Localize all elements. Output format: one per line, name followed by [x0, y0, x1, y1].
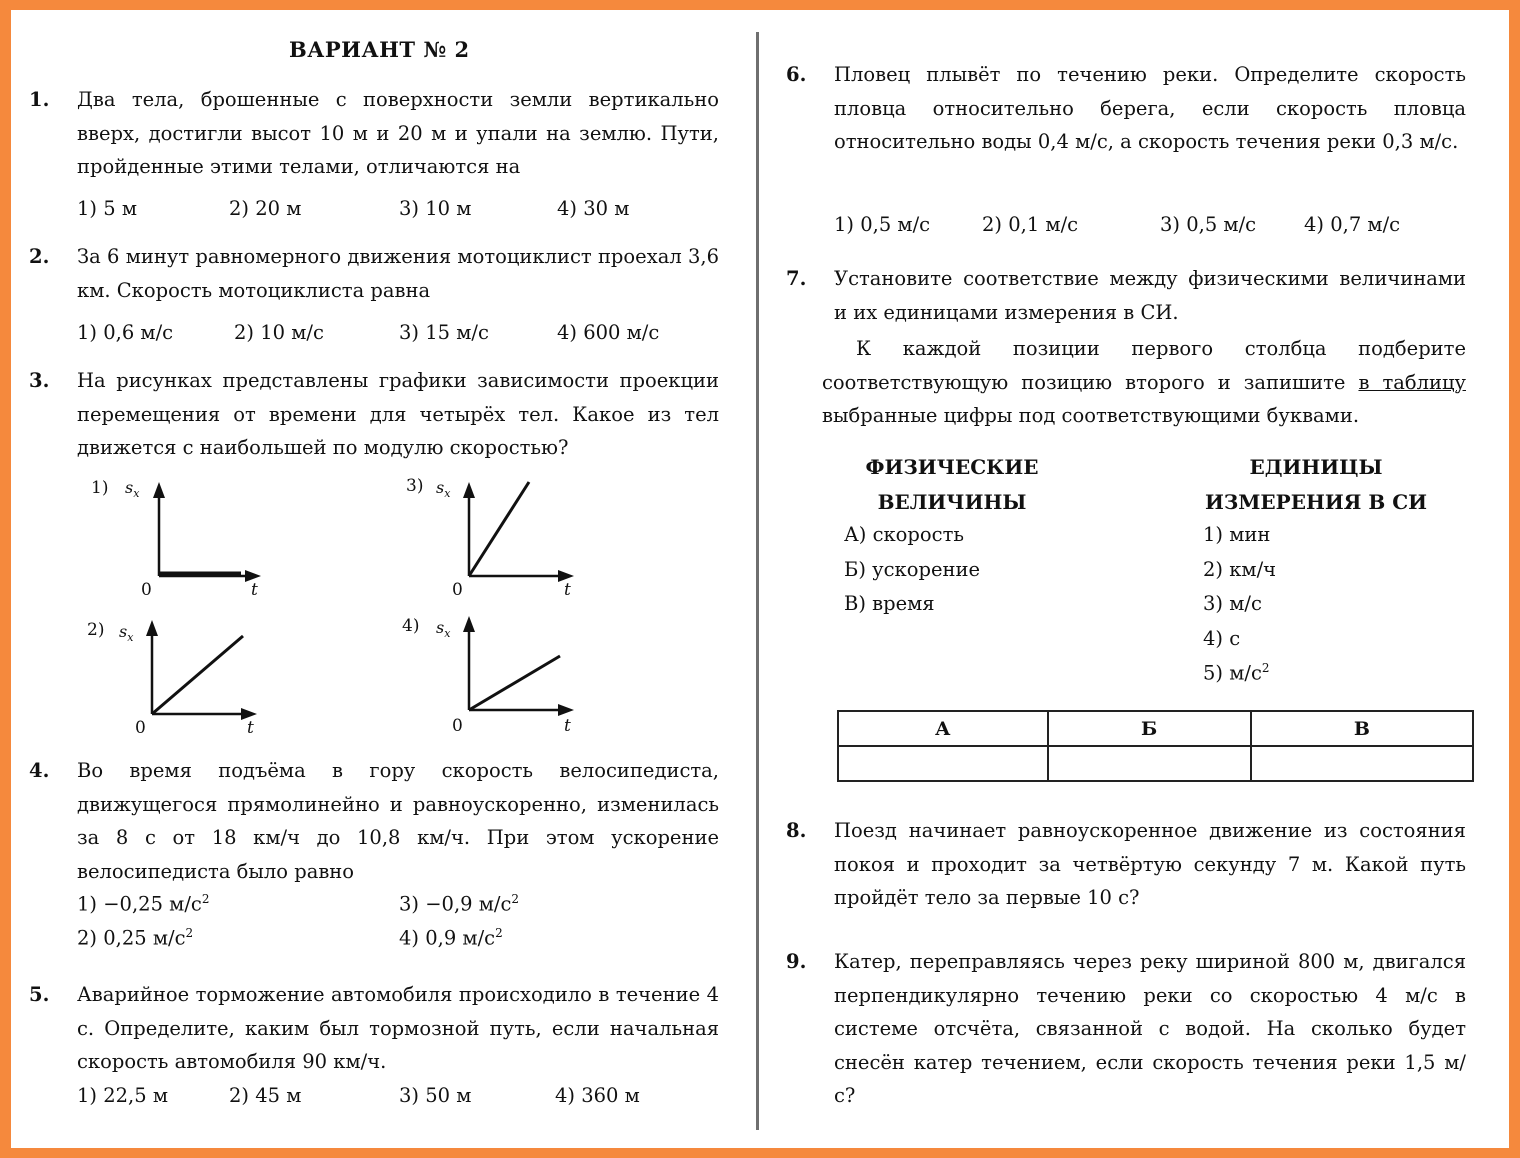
answer-option: 4) 0,9 $м/с^2$: [399, 926, 503, 950]
answer-option: 2) 0,25 $м/с^2$: [77, 926, 194, 950]
answer-option: 2) 0,1 м/с: [982, 213, 1079, 236]
question-number: 8.: [786, 819, 807, 842]
origin-label: 0: [452, 580, 463, 600]
axis-x-label: t: [247, 718, 254, 738]
answer-option: 1) 5 м: [77, 197, 137, 220]
answer-option: 3) 0,5 м/с: [1160, 213, 1257, 236]
graph-2-plot: [75, 614, 235, 744]
question-number: 9.: [786, 950, 807, 973]
answer-option: 1) −0,25 $м/с^2$: [77, 892, 210, 916]
origin-label: 0: [135, 718, 146, 738]
answer-cell-a[interactable]: [838, 746, 1048, 781]
graph-label: 2): [87, 620, 105, 640]
graph-4-plot: [394, 610, 554, 740]
question-number: 5.: [29, 983, 50, 1006]
question-number: 7.: [786, 267, 807, 290]
graph-4: [394, 610, 571, 740]
answer-option: 2) 10 м/с: [234, 321, 324, 344]
question-text: Установите соответствие между физическими величинами и их единицами измерения в СИ.: [834, 267, 1466, 324]
axis-y-label: $s_x$: [436, 478, 451, 501]
graph-1-plot: [79, 476, 239, 606]
worksheet-page: [11, 10, 1509, 1148]
axis-x-label: t: [564, 716, 571, 736]
question-text: Пловец плывёт по течению реки. Определите скорость пловца относительно берега, если скорость пловца относительно воды 0,4 м/с, а скорость течения реки 0,3 м/с.: [834, 63, 1466, 153]
right-column-heading: ЕДИНИЦЫ ИЗМЕРЕНИЯ В СИ: [1204, 455, 1428, 514]
answer-option: 4) 0,7 м/с: [1304, 213, 1401, 236]
question-text: За 6 минут равномерного движения мотоциклист проехал 3,6 км. Скорость мотоциклиста равна: [77, 245, 719, 302]
graph-3-plot: [394, 476, 554, 606]
axis-y-label: $s_x$: [119, 622, 134, 645]
match-right-item: 2) км/ч: [1203, 558, 1277, 581]
table-reference: в таблицу: [1358, 370, 1466, 394]
question-text: Поезд начинает равноускоренное движение из состояния покоя и проходит за четвёртую секунду 7 м. Какой путь пройдёт тело за первые 10 с?: [834, 819, 1466, 909]
origin-label: 0: [452, 716, 463, 736]
answer-option: 3) 10 м: [399, 197, 472, 220]
match-right-item: 1) мин: [1203, 523, 1271, 546]
question-number: 6.: [786, 63, 807, 86]
graph-label: 3): [406, 476, 424, 496]
match-right-item: 5) $м/с^2$: [1203, 661, 1270, 685]
answer-option: 2) 45 м: [229, 1084, 302, 1107]
answer-option: 4) 600 м/с: [557, 321, 660, 344]
match-right-item: 3) м/с: [1203, 592, 1262, 615]
answer-cell-b[interactable]: [1048, 746, 1251, 781]
question-number: 2.: [29, 245, 50, 268]
answer-cell-v[interactable]: [1251, 746, 1473, 781]
table-header-b: Б: [1048, 711, 1251, 746]
question-text: На рисунках представлены графики зависимости проекции перемещения от времени для четырёх тел. Какое из тел движется с наибольшей по модулю скоростью?: [77, 369, 719, 459]
question-number: 1.: [29, 88, 50, 111]
table-header-a: А: [838, 711, 1048, 746]
answer-option: 3) 50 м: [399, 1084, 472, 1107]
match-left-item: А) скорость: [844, 523, 964, 546]
answer-option: 2) 20 м: [229, 197, 302, 220]
answer-option: 1) 0,6 м/с: [77, 321, 174, 344]
answer-option: 4) 360 м: [555, 1084, 640, 1107]
answer-option: 1) 0,5 м/с: [834, 213, 931, 236]
axis-y-label: $s_x$: [436, 618, 451, 641]
question-number: 4.: [29, 759, 50, 782]
column-divider: [756, 32, 759, 1130]
question-number: 3.: [29, 369, 50, 392]
axis-y-label: $s_x$: [125, 478, 140, 501]
question-text: Аварийное торможение автомобиля происходило в течение 4 с. Определите, каким был тормозной путь, если начальная скорость автомобиля 90 км/ч.: [77, 983, 719, 1073]
question-text: Два тела, брошенные с поверхности земли вертикально вверх, достигли высот 10 м и 20 м и упали на землю. Пути, пройденные этими телами, отличаются на: [77, 88, 719, 178]
axis-x-label: t: [564, 580, 571, 600]
graph-3: [394, 476, 571, 606]
graph-2: [75, 614, 254, 744]
answer-table: [837, 710, 1474, 782]
table-header-v: В: [1251, 711, 1473, 746]
graph-label: 4): [402, 616, 420, 636]
match-left-item: Б) ускорение: [844, 558, 981, 581]
match-right-item: 4) с: [1203, 627, 1241, 650]
graph-1: [79, 476, 258, 606]
variant-title: ВАРИАНТ № 2: [289, 37, 470, 62]
answer-option: 1) 22,5 м: [77, 1084, 168, 1107]
origin-label: 0: [141, 580, 152, 600]
question-7-instruction: К каждой позиции первого столбца подберите соответствующую позицию второго и запишите в таблицу выбранные цифры под соответствующими буквами.: [822, 337, 1466, 427]
answer-option: 4) 30 м: [557, 197, 630, 220]
axis-x-label: t: [251, 580, 258, 600]
graph-label: 1): [91, 478, 109, 498]
question-text: Катер, переправляясь через реку шириной 800 м, двигался перпендикулярно течению реки со скоростью 4 м/с в системе отсчёта, связанной с водой. На сколько будет снесён катер течением, если скорость течения реки 1,5 м/с?: [834, 950, 1466, 1107]
answer-option: 3) 15 м/с: [399, 321, 489, 344]
match-left-item: В) время: [844, 592, 935, 615]
left-column-heading: ФИЗИЧЕСКИЕ ВЕЛИЧИНЫ: [865, 455, 1039, 514]
question-text: Во время подъёма в гору скорость велосипедиста, движущегося прямолинейно и равноускоренно, изменилась за 8 с от 18 км/ч до 10,8 км/ч. При этом ускорение велосипедиста было равно: [77, 759, 719, 883]
answer-option: 3) −0,9 $м/с^2$: [399, 892, 520, 916]
